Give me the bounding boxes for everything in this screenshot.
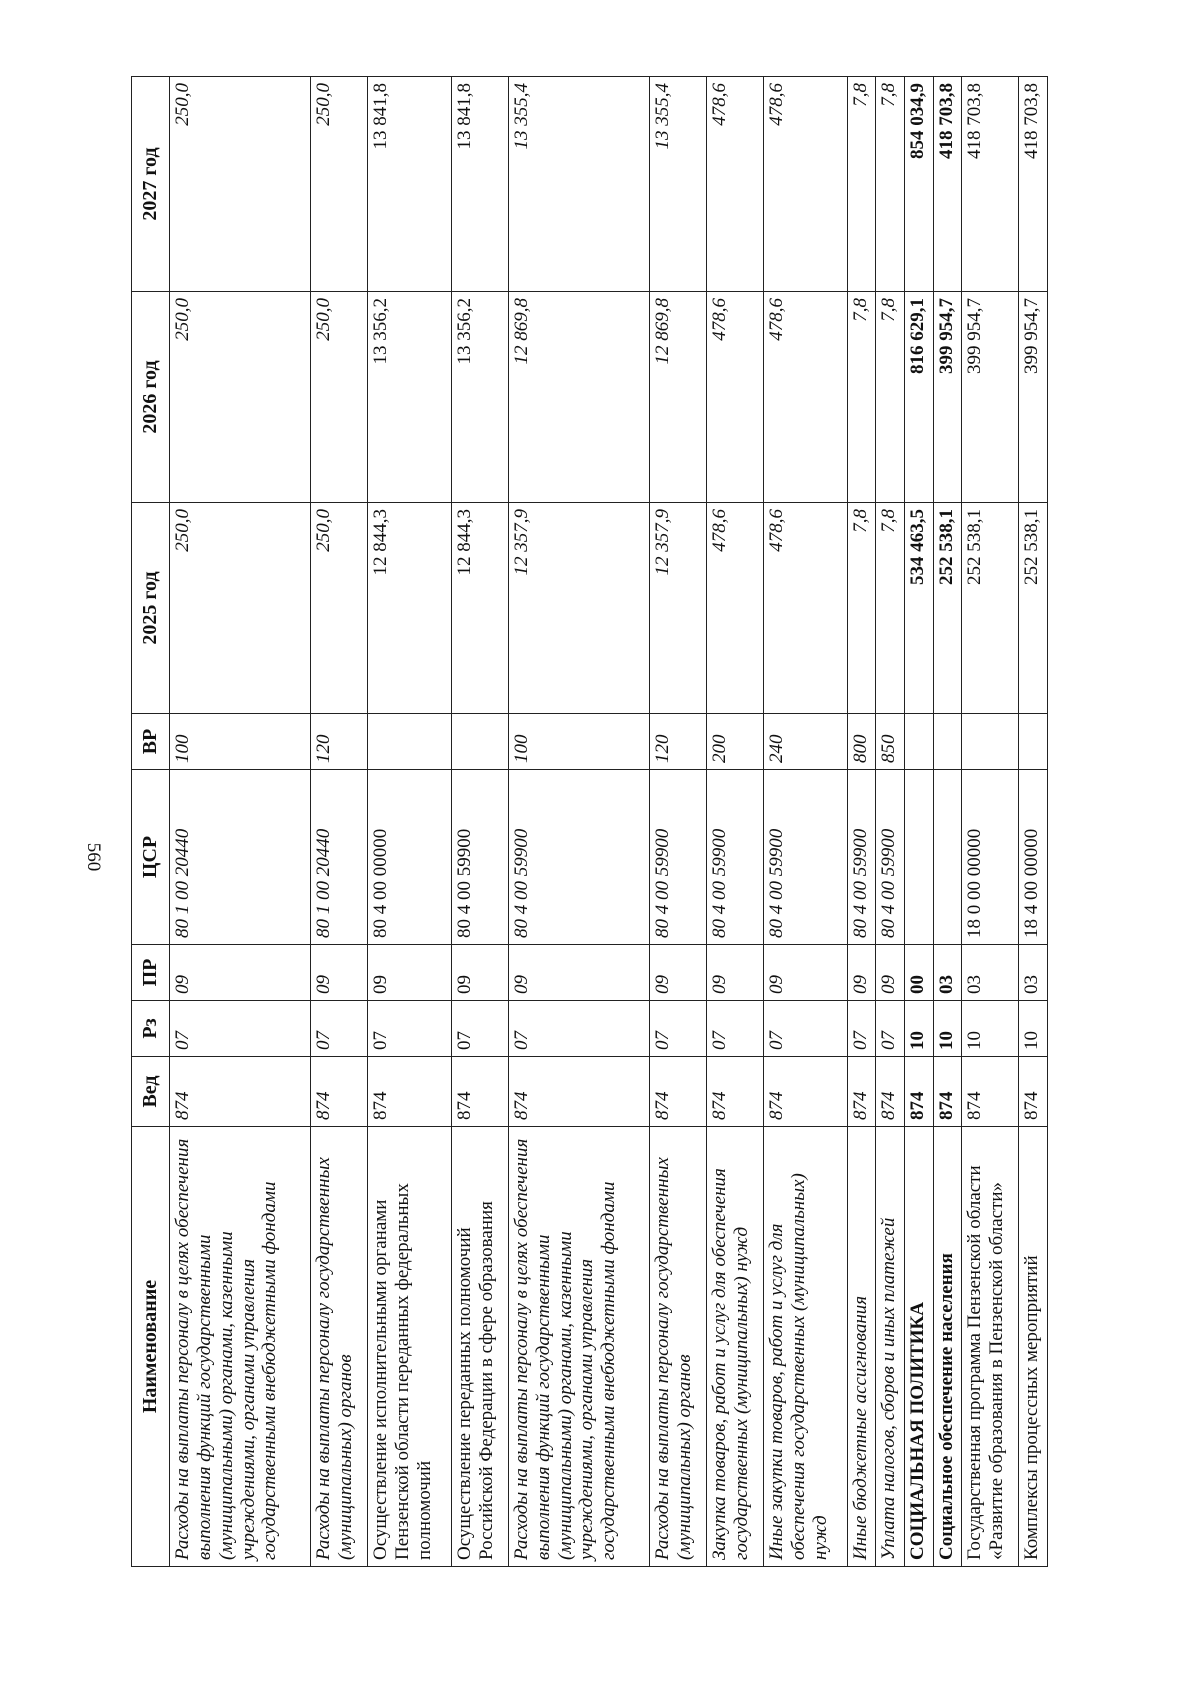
- cell-2025: 250,0: [170, 503, 311, 714]
- cell-rz: 07: [764, 1001, 848, 1057]
- cell-vr: 120: [310, 714, 367, 770]
- cell-ved: 874: [706, 1057, 763, 1127]
- table-row: [962, 77, 1019, 1567]
- cell-pr: 03: [962, 945, 1019, 1001]
- cell-pr: 09: [706, 945, 763, 1001]
- cell-csr: 80 4 00 59900: [764, 770, 848, 945]
- cell-ved: 874: [933, 1057, 962, 1127]
- cell-2026: 399 954,7: [962, 292, 1019, 503]
- cell-rz: 10: [1019, 1001, 1048, 1057]
- header-row: [132, 77, 170, 1567]
- header-csr: ЦСР: [132, 770, 170, 945]
- cell-2025: 252 538,1: [1019, 503, 1048, 714]
- cell-vr: 850: [876, 714, 905, 770]
- page-number: 560: [83, 842, 104, 872]
- cell-ved: 874: [310, 1057, 367, 1127]
- table-row: [368, 77, 452, 1567]
- cell-rz: 10: [962, 1001, 1019, 1057]
- cell-pr: 03: [933, 945, 962, 1001]
- cell-rz: 10: [933, 1001, 962, 1057]
- cell-rz: 07: [847, 1001, 876, 1057]
- cell-ved: 874: [451, 1057, 508, 1127]
- cell-name: Расходы на выплаты персоналу в целях обеспечения выполнения функций государственными (муниципальными) органами, казенными учреждениями, органами управления государственными внебюджетными фондами: [508, 1127, 649, 1567]
- cell-csr: 80 4 00 59900: [876, 770, 905, 945]
- table-row: [764, 77, 848, 1567]
- cell-pr: 09: [649, 945, 706, 1001]
- table-row: [876, 77, 905, 1567]
- cell-vr: 800: [847, 714, 876, 770]
- cell-2025: 534 463,5: [905, 503, 934, 714]
- cell-rz: 07: [876, 1001, 905, 1057]
- cell-rz: 07: [706, 1001, 763, 1057]
- cell-2026: 399 954,7: [933, 292, 962, 503]
- table-row: [508, 77, 649, 1567]
- cell-vr: [962, 714, 1019, 770]
- cell-csr: 80 4 00 59900: [706, 770, 763, 945]
- cell-ved: 874: [508, 1057, 649, 1127]
- table-row: [933, 77, 962, 1567]
- cell-2027: 7,8: [847, 77, 876, 292]
- cell-2026: 13 356,2: [368, 292, 452, 503]
- cell-rz: 07: [649, 1001, 706, 1057]
- cell-vr: 200: [706, 714, 763, 770]
- cell-2027: 478,6: [706, 77, 763, 292]
- cell-2026: 12 869,8: [508, 292, 649, 503]
- cell-2026: 7,8: [876, 292, 905, 503]
- header-name: Наименование: [132, 1127, 170, 1567]
- table-row: [649, 77, 706, 1567]
- cell-2025: 250,0: [310, 503, 367, 714]
- cell-pr: 09: [451, 945, 508, 1001]
- cell-2027: 13 355,4: [649, 77, 706, 292]
- table-row: [905, 77, 934, 1567]
- cell-2027: 250,0: [170, 77, 311, 292]
- cell-csr: [933, 770, 962, 945]
- cell-pr: 09: [876, 945, 905, 1001]
- cell-ved: 874: [847, 1057, 876, 1127]
- cell-name: Иные закупки товаров, работ и услуг для обеспечения государственных (муниципальных) нужд: [764, 1127, 848, 1567]
- cell-2026: 478,6: [764, 292, 848, 503]
- cell-2027: 478,6: [764, 77, 848, 292]
- cell-2027: 418 703,8: [933, 77, 962, 292]
- cell-2027: 13 355,4: [508, 77, 649, 292]
- header-vr: ВР: [132, 714, 170, 770]
- cell-rz: 07: [368, 1001, 452, 1057]
- cell-pr: 09: [368, 945, 452, 1001]
- cell-rz: 07: [508, 1001, 649, 1057]
- cell-2027: 250,0: [310, 77, 367, 292]
- rotated-table-container: [131, 77, 1048, 1567]
- cell-2027: 13 841,8: [451, 77, 508, 292]
- cell-pr: 09: [310, 945, 367, 1001]
- cell-name: Осуществление исполнительными органами Пензенской области переданных федеральных полномочий: [368, 1127, 452, 1567]
- cell-name: Иные бюджетные ассигнования: [847, 1127, 876, 1567]
- cell-name: Расходы на выплаты персоналу государственных (муниципальных) органов: [649, 1127, 706, 1567]
- cell-2025: 478,6: [764, 503, 848, 714]
- cell-vr: 100: [508, 714, 649, 770]
- cell-csr: 80 1 00 20440: [170, 770, 311, 945]
- cell-csr: [905, 770, 934, 945]
- cell-2025: 12 357,9: [649, 503, 706, 714]
- cell-csr: 80 1 00 20440: [310, 770, 367, 945]
- cell-csr: 80 4 00 59900: [847, 770, 876, 945]
- cell-csr: 80 4 00 59900: [508, 770, 649, 945]
- cell-rz: 07: [451, 1001, 508, 1057]
- cell-name: Закупка товаров, работ и услуг для обеспечения государственных (муниципальных) нужд: [706, 1127, 763, 1567]
- cell-2026: 250,0: [310, 292, 367, 503]
- table-row: [451, 77, 508, 1567]
- cell-pr: 09: [508, 945, 649, 1001]
- cell-ved: 874: [764, 1057, 848, 1127]
- cell-2027: 418 703,8: [962, 77, 1019, 292]
- cell-2025: 7,8: [876, 503, 905, 714]
- cell-csr: 80 4 00 00000: [368, 770, 452, 945]
- cell-2026: 12 869,8: [649, 292, 706, 503]
- header-ved: Вед: [132, 1057, 170, 1127]
- cell-2025: 7,8: [847, 503, 876, 714]
- table-row: [847, 77, 876, 1567]
- table-row: [706, 77, 763, 1567]
- cell-vr: [451, 714, 508, 770]
- cell-name: Расходы на выплаты персоналу государственных (муниципальных) органов: [310, 1127, 367, 1567]
- header-pr: ПР: [132, 945, 170, 1001]
- cell-vr: 240: [764, 714, 848, 770]
- cell-name: Государственная программа Пензенской области «Развитие образования в Пензенской области»: [962, 1127, 1019, 1567]
- cell-pr: 09: [847, 945, 876, 1001]
- cell-2027: 7,8: [876, 77, 905, 292]
- cell-rz: 10: [905, 1001, 934, 1057]
- cell-vr: [933, 714, 962, 770]
- table-row: [170, 77, 311, 1567]
- cell-2025: 252 538,1: [962, 503, 1019, 714]
- cell-vr: 120: [649, 714, 706, 770]
- cell-2026: 478,6: [706, 292, 763, 503]
- cell-2025: 478,6: [706, 503, 763, 714]
- cell-2026: 816 629,1: [905, 292, 934, 503]
- cell-pr: 09: [170, 945, 311, 1001]
- cell-2026: 250,0: [170, 292, 311, 503]
- cell-2027: 418 703,8: [1019, 77, 1048, 292]
- budget-table: [131, 76, 1048, 1567]
- cell-ved: 874: [876, 1057, 905, 1127]
- cell-2025: 12 844,3: [368, 503, 452, 714]
- cell-pr: 09: [764, 945, 848, 1001]
- cell-ved: 874: [905, 1057, 934, 1127]
- cell-ved: 874: [1019, 1057, 1048, 1127]
- cell-2026: 7,8: [847, 292, 876, 503]
- cell-ved: 874: [962, 1057, 1019, 1127]
- cell-name: СОЦИАЛЬНАЯ ПОЛИТИКА: [905, 1127, 934, 1567]
- cell-csr: 18 0 00 00000: [962, 770, 1019, 945]
- cell-2025: 252 538,1: [933, 503, 962, 714]
- header-2027: 2027 год: [132, 77, 170, 292]
- cell-2026: 13 356,2: [451, 292, 508, 503]
- cell-vr: [905, 714, 934, 770]
- header-2025: 2025 год: [132, 503, 170, 714]
- header-rz: Рз: [132, 1001, 170, 1057]
- cell-name: Уплата налогов, сборов и иных платежей: [876, 1127, 905, 1567]
- cell-vr: 100: [170, 714, 311, 770]
- cell-rz: 07: [310, 1001, 367, 1057]
- cell-csr: 18 4 00 00000: [1019, 770, 1048, 945]
- cell-vr: [1019, 714, 1048, 770]
- cell-pr: 00: [905, 945, 934, 1001]
- cell-pr: 03: [1019, 945, 1048, 1001]
- cell-2025: 12 844,3: [451, 503, 508, 714]
- cell-2026: 399 954,7: [1019, 292, 1048, 503]
- cell-name: Осуществление переданных полномочий Российской Федерации в сфере образования: [451, 1127, 508, 1567]
- cell-csr: 80 4 00 59900: [451, 770, 508, 945]
- cell-name: Расходы на выплаты персоналу в целях обеспечения выполнения функций государственными (муниципальными) органами, казенными учреждениями, органами управления государственными внебюджетными фондами: [170, 1127, 311, 1567]
- table-row: [310, 77, 367, 1567]
- cell-csr: 80 4 00 59900: [649, 770, 706, 945]
- cell-ved: 874: [368, 1057, 452, 1127]
- cell-name: Социальное обеспечение населения: [933, 1127, 962, 1567]
- cell-2027: 13 841,8: [368, 77, 452, 292]
- header-2026: 2026 год: [132, 292, 170, 503]
- cell-2025: 12 357,9: [508, 503, 649, 714]
- cell-2027: 854 034,9: [905, 77, 934, 292]
- cell-vr: [368, 714, 452, 770]
- cell-rz: 07: [170, 1001, 311, 1057]
- table-row: [1019, 77, 1048, 1567]
- cell-ved: 874: [170, 1057, 311, 1127]
- cell-name: Комплексы процессных мероприятий: [1019, 1127, 1048, 1567]
- cell-ved: 874: [649, 1057, 706, 1127]
